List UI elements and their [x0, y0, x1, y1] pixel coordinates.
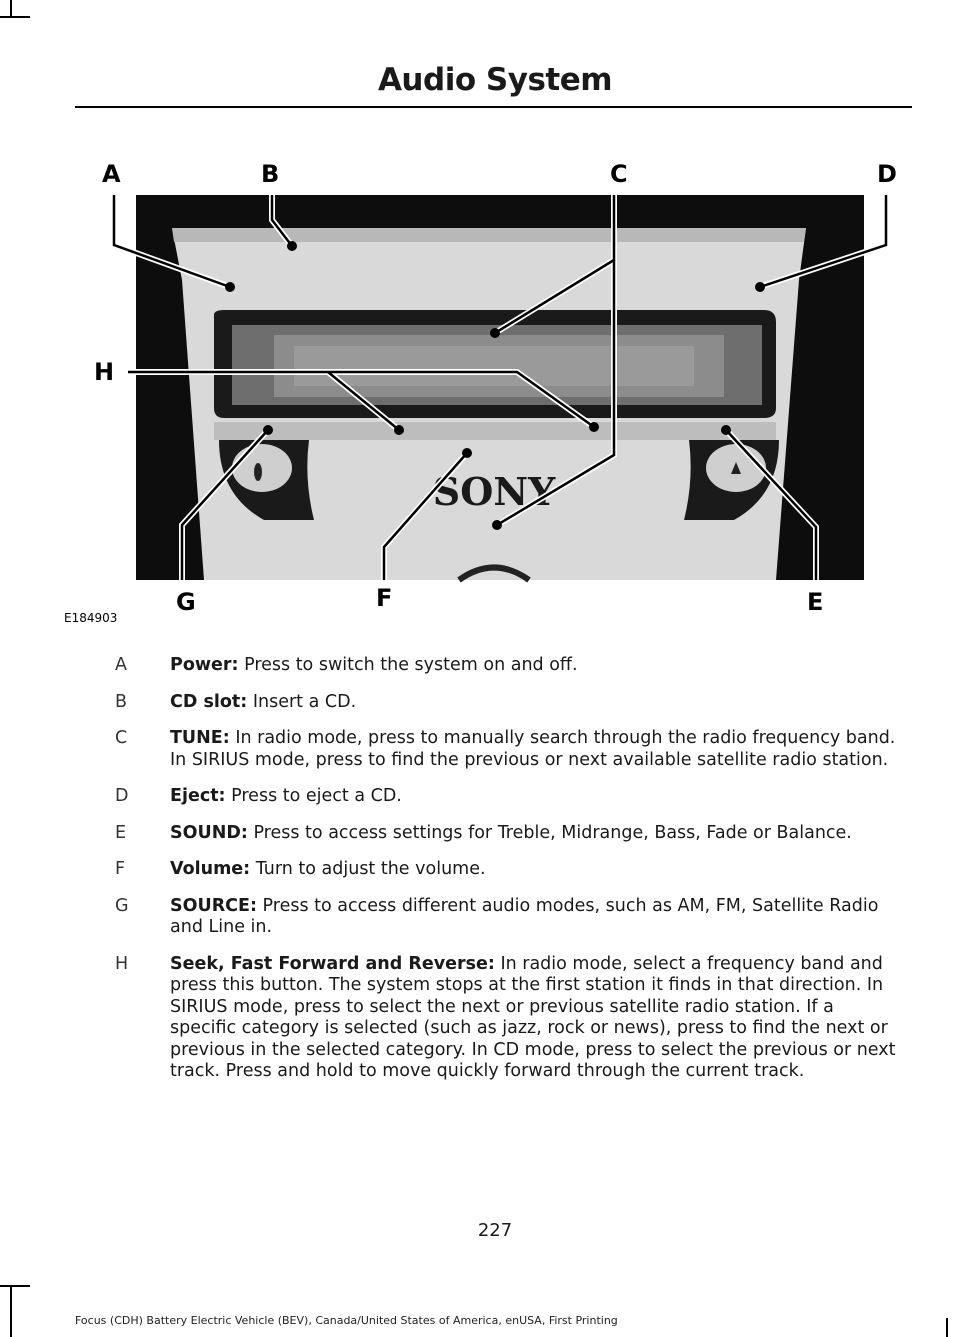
page-footer: Focus (CDH) Battery Electric Vehicle (BEV), Canada/United States of America, enUSA, First Printing: [75, 1314, 618, 1327]
audio-unit-figure: [64, 150, 924, 630]
legend-item-power: [75, 655, 905, 677]
legend-term: TUNE:: [170, 728, 230, 748]
legend-letter: C: [115, 728, 128, 748]
legend-text: In radio mode, select a frequency band and press this button. The system stops at the first station it finds in that direction. In SIRIUS mode, press to select the next or previous satellite radio station. If a specific category is selected (such as jazz, rock or news), press to find the next or previous in the selected category. In CD mode, press to select the previous or next track. Press and hold to move quickly forward through the current track.: [170, 953, 896, 1081]
legend-item-volume: [75, 859, 905, 881]
legend-text: In radio mode, press to manually search through the radio frequency band. In SIRIUS mode, press to find the previous or next available satellite radio station.: [170, 728, 896, 770]
legend-item-cd-slot: [75, 692, 905, 714]
legend-term: Eject:: [170, 786, 226, 806]
legend-list: [75, 655, 905, 1098]
legend-text: Press to switch the system on and off.: [238, 655, 578, 675]
legend-term: Seek, Fast Forward and Reverse:: [170, 953, 495, 974]
legend-letter: G: [115, 895, 129, 916]
callout-h: H: [94, 358, 115, 386]
legend-text: Press to access different audio modes, such as AM, FM, Satellite Radio and Line in.: [170, 895, 879, 937]
page-title: Audio System: [377, 62, 613, 98]
legend-letter: F: [115, 859, 126, 879]
legend-term: CD slot:: [170, 691, 248, 712]
legend-letter: A: [115, 655, 127, 675]
callout-a: A: [102, 160, 121, 188]
legend-letter: B: [115, 691, 128, 712]
crop-mark: [0, 1285, 30, 1287]
legend-term: SOURCE:: [170, 895, 257, 916]
legend-text: Press to eject a CD.: [225, 786, 402, 806]
callout-e: E: [807, 588, 824, 616]
legend-text: Press to access settings for Treble, Midrange, Bass, Fade or Balance.: [247, 822, 852, 843]
figure-code: E184903: [64, 611, 118, 625]
legend-item-eject: [75, 786, 905, 808]
callout-f: F: [376, 584, 393, 612]
legend-item-tune: [75, 728, 905, 771]
legend-term: Volume:: [170, 859, 251, 879]
legend-text: Insert a CD.: [247, 691, 357, 712]
legend-item-sound: [75, 823, 905, 845]
crop-mark: [946, 1318, 948, 1337]
legend-letter: D: [115, 786, 129, 806]
legend-letter: E: [115, 822, 127, 843]
page-number: 227: [477, 1220, 513, 1241]
sony-logo: SONY: [432, 469, 556, 514]
callout-d: D: [877, 160, 897, 188]
legend-term: SOUND:: [170, 822, 248, 843]
callout-c: C: [610, 160, 628, 188]
callout-g: G: [176, 588, 196, 616]
legend-item-source: [75, 896, 905, 939]
audio-unit-illustration: [64, 150, 924, 630]
crop-mark: [10, 1285, 12, 1337]
callout-b: B: [261, 160, 280, 188]
legend-text: Turn to adjust the volume.: [250, 859, 486, 879]
crop-mark: [0, 16, 30, 18]
legend-term: Power:: [170, 655, 239, 675]
legend-letter: H: [115, 953, 129, 974]
legend-item-seek: [75, 954, 905, 1083]
title-divider: [75, 106, 912, 108]
